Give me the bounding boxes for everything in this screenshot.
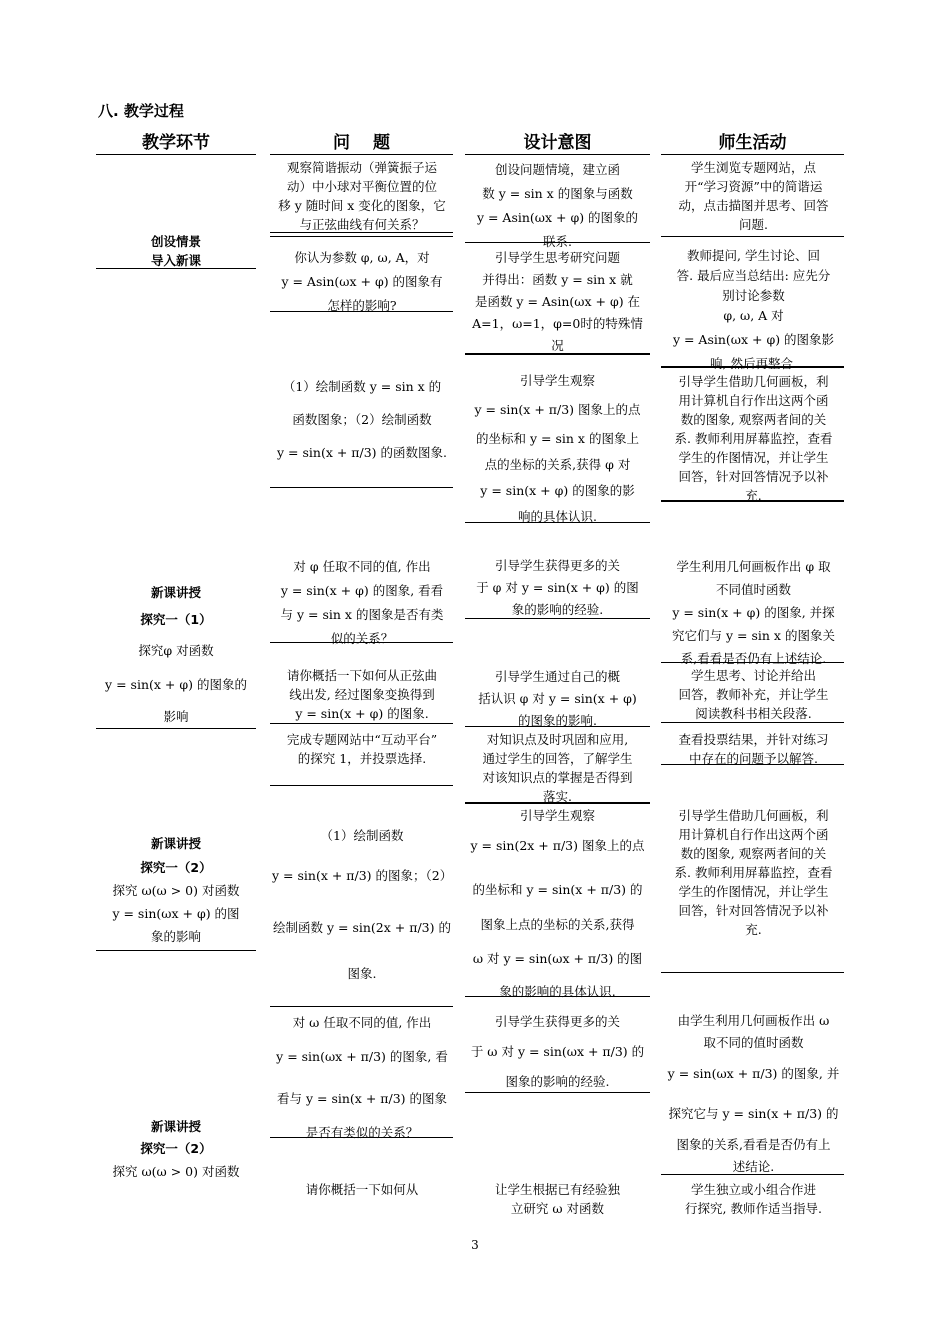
- page-number: 3: [471, 1238, 479, 1252]
- stage-label: 探究一（1）: [140, 612, 212, 627]
- cell-line: y = sin(x + φ) 的图象.: [295, 706, 429, 721]
- rule: [661, 366, 844, 368]
- cell-line: 由学生利用几何画板作出 ω: [677, 1013, 830, 1028]
- cell-line: y = sin(x + φ) 的图象, 并探: [672, 605, 835, 620]
- cell-line: 引导学生获得更多的关: [494, 558, 620, 573]
- cell-line: 探究它与 y = sin(x + π/3) 的: [668, 1106, 839, 1121]
- intent-cell: [466, 1180, 649, 1218]
- intent-cell: [466, 730, 649, 806]
- rule: [96, 268, 256, 269]
- intent-cell: [466, 666, 649, 732]
- cell-line: y = sin(x + φ) 的图象的影: [480, 483, 635, 498]
- question-cell: [272, 370, 452, 469]
- cell-line: 教师提问, 学生讨论、回: [687, 248, 820, 263]
- cell-line: 充.: [745, 488, 762, 503]
- cell-line: y = Asin(ωx + φ) 的图象的: [476, 210, 639, 225]
- cell-line: 用计算机自行作出这两个函: [678, 827, 829, 842]
- cell-line: 系. 教师利用屏幕监控，查看: [674, 865, 833, 880]
- cell-line: 数的图象, 观察两者间的关: [680, 412, 827, 427]
- cell-line: 的探究 1，并投票选择.: [297, 751, 427, 766]
- cell-line: A=1，ω=1，φ=0时的特殊情: [472, 316, 643, 331]
- cell-line: 线出发, 经过图象变换得到: [289, 687, 435, 702]
- rule: [270, 154, 453, 155]
- cell-line: 观察简谐振动（弹簧振子运: [286, 160, 437, 175]
- rule: [270, 487, 453, 488]
- cell-line: ω 对 y = sin(ωx + π/3) 的图: [472, 951, 643, 966]
- stage-label: 象的影响: [150, 929, 201, 944]
- cell-line: 对 ω 任取不同的值, 作出: [292, 1015, 432, 1030]
- cell-line: 充.: [745, 922, 762, 937]
- question-cell: [272, 246, 452, 318]
- cell-line: 回答，教师补充，并让学生: [678, 687, 829, 702]
- cell-line: 的图象的影响.: [518, 713, 597, 728]
- stage-explore-omega-2: [96, 1116, 256, 1184]
- rule: [465, 1092, 650, 1093]
- rule: [465, 726, 650, 727]
- cell-line: 不同值时函数: [715, 582, 791, 597]
- cell-line: 对该知识点的掌握是否得到: [482, 770, 633, 785]
- cell-line: 回答，针对回答情况予以补: [678, 469, 829, 484]
- cell-line: 究它们与 y = sin x 的图象关: [672, 628, 835, 643]
- cell-line: 别讨论参数: [722, 288, 785, 303]
- cell-line: 系,看看是否仍有上述结论.: [680, 651, 827, 666]
- rule: [661, 236, 844, 237]
- rule: [270, 1137, 453, 1138]
- cell-line: 绘制函数 y = sin(2x + π/3) 的: [273, 920, 451, 935]
- rule: [465, 618, 650, 619]
- cell-line: 响的具体认识.: [518, 509, 597, 524]
- cell-line: 创设问题情境，建立函: [494, 162, 620, 177]
- stage-label: 创设情景: [150, 234, 201, 249]
- rule: [661, 764, 844, 765]
- cell-line: 并得出：函数 y = sin x 就: [482, 272, 633, 287]
- intent-cell: [466, 247, 649, 357]
- cell-line: 行探究, 教师作适当指导.: [685, 1201, 822, 1216]
- cell-line: 对知识点及时巩固和应用,: [486, 732, 629, 747]
- cell-line: 引导学生思考研究问题: [494, 250, 620, 265]
- cell-line: 是否有类似的关系？: [305, 1125, 419, 1140]
- cell-line: 动，点击描图并思考、回答: [678, 198, 829, 213]
- cell-line: 象的影响的具体认识.: [499, 984, 616, 999]
- cell-line: （1）绘制函数: [320, 828, 404, 843]
- rule: [661, 662, 844, 663]
- rule: [96, 950, 256, 951]
- cell-line: 开“学习资源”中的简谐运: [684, 179, 823, 194]
- cell-line: 查看投票结果，并针对练习: [678, 732, 829, 747]
- rule: [96, 728, 256, 729]
- cell-line: y = sin(ωx + π/3) 的图象, 看: [276, 1049, 448, 1064]
- cell-line: y = sin(x + π/3) 图象上的点: [474, 402, 641, 417]
- cell-line: 落实.: [543, 789, 572, 804]
- section-title: 八. 教学过程: [98, 102, 184, 120]
- stage-label: y = sin(ωx + φ) 的图: [112, 906, 240, 921]
- stage-label: 导入新课: [150, 253, 201, 268]
- question-cell: [272, 822, 452, 994]
- cell-line: 引导学生借助几何画板，利: [678, 808, 829, 823]
- rule: [661, 154, 844, 155]
- cell-line: 况: [551, 338, 564, 353]
- cell-line: 学生思考、讨论并给出: [690, 668, 816, 683]
- cell-line: 答. 最后应当总结出: 应先分: [676, 268, 831, 283]
- cell-line: 学生浏览专题网站，点: [690, 160, 816, 175]
- question-cell: [272, 730, 452, 768]
- rule: [465, 802, 650, 804]
- cell-line: 联系.: [543, 234, 572, 249]
- cell-line: 中存在的问题予以解答.: [689, 751, 818, 766]
- rule: [270, 232, 453, 233]
- intent-cell: [466, 806, 649, 1002]
- cell-line: 取不同的值时函数: [703, 1035, 804, 1050]
- cell-line: 数 y = sin x 的图象与函数: [482, 186, 633, 201]
- cell-line: y = Asin(ωx + φ) 的图象有: [281, 274, 443, 289]
- rule: [661, 1174, 844, 1175]
- stage-label: 探究 ω(ω > 0) 对函数: [112, 1164, 240, 1179]
- question-cell: [272, 158, 452, 234]
- rule: [465, 522, 650, 523]
- cell-line: 学生的作图情况，并让学生: [678, 884, 829, 899]
- question-cell: [272, 1180, 452, 1199]
- cell-line: 于 φ 对 y = sin(x + φ) 的图: [476, 580, 639, 595]
- cell-line: 阅读教科书相关段落.: [695, 706, 812, 721]
- activity-cell: [662, 158, 845, 234]
- column-header-question: 问 题: [333, 133, 390, 153]
- cell-line: 动）中小球对平衡位置的位: [286, 179, 437, 194]
- activity-cell: [662, 1010, 845, 1178]
- intent-cell: [466, 555, 649, 621]
- cell-line: 似的关系？: [330, 631, 394, 646]
- cell-line: 请你概括一下如何从: [305, 1182, 419, 1197]
- cell-line: y = sin(2x + π/3) 图象上的点: [470, 838, 645, 853]
- cell-line: 引导学生观察: [519, 808, 595, 823]
- rule: [270, 642, 453, 643]
- cell-line: y = sin(x + π/3) 的图象；（2）: [272, 868, 453, 883]
- cell-line: 学生利用几何画板作出 φ 取: [676, 559, 831, 574]
- question-cell: [272, 666, 452, 723]
- cell-line: 立研究 ω 对函数: [510, 1201, 605, 1216]
- cell-line: 让学生根据已有经验独: [494, 1182, 620, 1197]
- activity-cell: [662, 372, 845, 505]
- cell-line: y = sin(x + π/3) 的函数图象.: [277, 445, 447, 460]
- cell-line: 对 φ 任取不同的值, 作出: [293, 559, 431, 574]
- cell-line: 的坐标和 y = sin x 的图象上: [476, 431, 639, 446]
- rule: [270, 1006, 453, 1007]
- activity-cell: [662, 730, 845, 768]
- cell-line: 于 ω 对 y = sin(ωx + π/3) 的: [470, 1044, 645, 1059]
- cell-line: 的坐标和 y = sin(x + π/3) 的: [472, 882, 643, 897]
- activity-cell: [662, 666, 845, 723]
- cell-line: 图象的影响的经验.: [505, 1074, 610, 1089]
- stage-explore-phi: [96, 580, 256, 732]
- cell-line: 引导学生通过自己的概: [494, 669, 620, 684]
- cell-line: 是函数 y = Asin(ωx + φ) 在: [474, 294, 641, 309]
- stage-label: 探究φ 对函数: [138, 643, 214, 658]
- stage-label: 新课讲授: [150, 1119, 201, 1134]
- column-header-stage: 教学环节: [142, 133, 210, 153]
- activity-cell: [662, 806, 845, 939]
- question-cell: [272, 1010, 452, 1146]
- cell-line: 用计算机自行作出这两个函: [678, 393, 829, 408]
- stage-intro: [96, 232, 256, 270]
- cell-line: 点的坐标的关系,获得 φ 对: [484, 457, 631, 472]
- stage-label: 探究一（2）: [140, 860, 212, 875]
- column-header-activity: 师生活动: [718, 133, 787, 153]
- cell-line: 与 y = sin x 的图象是否有类: [280, 607, 444, 622]
- cell-line: 图象.: [347, 966, 377, 981]
- cell-line: y = sin(ωx + π/3) 的图象, 并: [667, 1066, 840, 1081]
- cell-line: 响, 然后再整合.: [710, 356, 797, 371]
- question-cell: [272, 555, 452, 651]
- intent-cell: [466, 158, 649, 254]
- rule: [661, 500, 844, 502]
- rule: [270, 723, 453, 724]
- cell-line: 与正弦曲线有何关系？: [299, 217, 425, 232]
- rule: [465, 996, 650, 997]
- cell-line: 怎样的影响?: [327, 298, 397, 313]
- rule: [465, 242, 650, 243]
- cell-line: 问题.: [739, 217, 768, 232]
- cell-line: 图象的关系,看看是否仍有上: [676, 1137, 831, 1152]
- cell-line: 象的影响的经验.: [511, 602, 604, 617]
- activity-cell: [662, 1180, 845, 1218]
- cell-line: 移 y 随时间 x 变化的图象，它: [278, 198, 446, 213]
- stage-label: 新课讲授: [150, 585, 201, 600]
- cell-line: （1）绘制函数 y = sin x 的: [282, 379, 442, 394]
- rule: [661, 972, 844, 973]
- cell-line: y = Asin(ωx + φ) 的图象影: [672, 332, 835, 347]
- cell-line: 函数图象；（2）绘制函数: [292, 412, 432, 427]
- intent-cell: [466, 368, 649, 530]
- cell-line: y = sin(x + φ) 的图象, 看看: [280, 583, 444, 598]
- activity-cell: [662, 246, 845, 374]
- stage-label: 新课讲授: [150, 836, 201, 851]
- cell-line: 引导学生观察: [519, 373, 595, 388]
- stage-label: 探究 ω(ω > 0) 对函数: [112, 883, 240, 898]
- cell-line: 请你概括一下如何从正弦曲: [286, 668, 437, 683]
- cell-line: 括认识 φ 对 y = sin(x + φ): [478, 691, 637, 706]
- cell-line: 通过学生的回答，了解学生: [482, 751, 633, 766]
- cell-line: 看与 y = sin(x + π/3) 的图象: [277, 1091, 447, 1106]
- stage-label: 影响: [163, 709, 189, 724]
- rule: [270, 236, 453, 237]
- cell-line: 图象上点的坐标的关系,获得: [480, 917, 635, 932]
- stage-label: y = sin(x + φ) 的图象的: [105, 677, 247, 692]
- cell-line: φ, ω, A 对: [723, 308, 784, 323]
- rule: [270, 311, 453, 312]
- intent-cell: [466, 1010, 649, 1094]
- activity-cell: [662, 555, 845, 670]
- column-header-intent: 设计意图: [523, 133, 592, 153]
- cell-line: 述结论.: [732, 1159, 775, 1174]
- cell-line: 引导学生借助几何画板，利: [678, 374, 829, 389]
- rule: [96, 154, 256, 155]
- stage-label: 探究一（2）: [140, 1141, 212, 1156]
- cell-line: 系. 教师利用屏幕监控，查看: [674, 431, 833, 446]
- cell-line: 学生的作图情况，并让学生: [678, 450, 829, 465]
- cell-line: 数的图象, 观察两者间的关: [680, 846, 827, 861]
- cell-line: 引导学生获得更多的关: [494, 1014, 620, 1029]
- rule: [465, 154, 650, 155]
- cell-line: 完成专题网站中“互动平台”: [286, 732, 438, 747]
- rule: [465, 353, 650, 355]
- stage-explore-omega-1: [96, 832, 256, 948]
- cell-line: 学生独立或小组合作进: [690, 1182, 816, 1197]
- cell-line: 回答，针对回答情况予以补: [678, 903, 829, 918]
- cell-line: 你认为参数 φ, ω, A，对: [294, 250, 430, 265]
- rule: [270, 785, 453, 786]
- rule: [661, 722, 844, 723]
